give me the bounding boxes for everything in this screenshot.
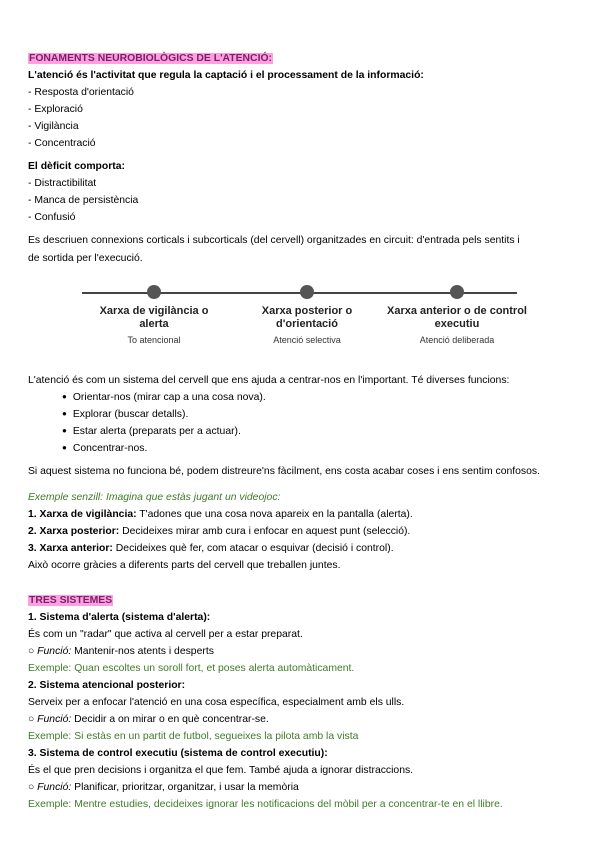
deficit-item: - Confusió bbox=[28, 212, 76, 223]
system-heading: 1. Sistema d'alerta (sistema d'alerta): bbox=[28, 612, 211, 623]
system-function: ○ Funció: Mantenir-nos atents i desperts bbox=[28, 646, 214, 657]
attention-definition: L'atenció és l'activitat que regula la captació i el processament de la informació: bbox=[28, 70, 424, 81]
deficit-item: - Distractibilitat bbox=[28, 178, 97, 189]
document-page bbox=[28, 50, 578, 813]
example-line: 1. Xarxa de vigilància: T'adones que una cosa nova apareix en la pantalla (alerta). bbox=[28, 509, 413, 520]
system-description: És com un "radar" que activa al cervell per a estar preparat. bbox=[28, 629, 303, 640]
explanation-bullets bbox=[28, 389, 578, 457]
example-line: 3. Xarxa anterior: Decideixes què fer, com atacar o esquivar (decisió i control). bbox=[28, 543, 394, 554]
function-item: - Exploració bbox=[28, 104, 83, 115]
system-heading: 2. Sistema atencional posterior: bbox=[28, 680, 186, 691]
function-item: - Resposta d'orientació bbox=[28, 87, 134, 98]
list-item: ● Orientar-nos (mirar cap a una cosa nova). bbox=[28, 389, 578, 406]
deficit-item: - Manca de persistència bbox=[28, 195, 139, 206]
section-title-fonaments: FONAMENTS NEUROBIOLÒGICS DE L'ATENCIÓ: bbox=[29, 53, 272, 64]
system-function: ○ Funció: Planificar, prioritzar, organitzar, i usar la memòria bbox=[28, 782, 299, 793]
system-heading: 3. Sistema de control executiu (sistema de control executiu): bbox=[28, 748, 328, 759]
closing-text: Això ocorre gràcies a diferents parts del cervell que treballen juntes. bbox=[28, 560, 341, 571]
deficit-title: El dèficit comporta: bbox=[28, 161, 125, 172]
network-node-dot bbox=[300, 285, 314, 299]
system-example: Exemple: Quan escoltes un soroll fort, et poses alerta automàticament. bbox=[28, 663, 355, 674]
function-item: - Concentració bbox=[28, 138, 96, 149]
circle-bullet-icon: ○ bbox=[28, 714, 35, 725]
system-function: ○ Funció: Decidir a on mirar o en què concentrar-se. bbox=[28, 714, 269, 725]
node-subtitle-posterior: Atenció selectiva bbox=[273, 335, 341, 345]
system-example: Exemple: Mentre estudies, decideixes ignorar les notificacions del mòbil per a concentrar-te en el llibre. bbox=[28, 799, 503, 810]
node-title-anterior: Xarxa anterior o de control executiu bbox=[387, 305, 527, 330]
network-node-dot bbox=[147, 285, 161, 299]
system-description: És el que pren decisions i organitza el que fem. També ajuda a ignorar distraccions. bbox=[28, 765, 414, 776]
example-intro: Exemple senzill: Imagina que estàs jugant un videojoc: bbox=[28, 492, 281, 503]
explanation-intro: L'atenció és com un sistema del cervell que ens ajuda a centrar-nos en l'important. Té diverses funcions: bbox=[28, 375, 510, 386]
system-description: Serveix per a enfocar l'atenció en una cosa específica, especialment amb els ulls. bbox=[28, 697, 405, 708]
consequence-text: Si aquest sistema no funciona bé, podem distreure'ns fàcilment, ens costa acabar coses i ens sentim confosos. bbox=[28, 466, 540, 477]
attention-networks-diagram bbox=[28, 280, 578, 362]
system-example: Exemple: Si estàs en un partit de futbol, segueixes la pilota amb la vista bbox=[28, 731, 359, 742]
circle-bullet-icon: ○ bbox=[28, 646, 35, 657]
network-node-dot bbox=[450, 285, 464, 299]
node-title-posterior: Xarxa posterior o d'orientació bbox=[261, 305, 353, 330]
list-item: ● Concentrar-nos. bbox=[28, 440, 578, 457]
node-subtitle-vigilancia: To atencional bbox=[127, 335, 181, 345]
node-title-vigilancia: Xarxa de vigilància o alerta bbox=[99, 305, 209, 330]
list-item: ● Explorar (buscar detalls). bbox=[28, 406, 578, 423]
function-item: - Vigilància bbox=[28, 121, 79, 132]
example-line: 2. Xarxa posterior: Decideixes mirar amb cura i enfocar en aquest punt (selecció). bbox=[28, 526, 411, 537]
circle-bullet-icon: ○ bbox=[28, 782, 35, 793]
circuits-paragraph: Es descriuen connexions corticals i subcorticals (del cervell) organitzades en circuit: d'entrada pels sentits i de sortida per l'execució. bbox=[28, 235, 520, 264]
section-title-tres-sistemes: TRES SISTEMES bbox=[29, 595, 113, 606]
node-subtitle-anterior: Atenció deliberada bbox=[419, 335, 495, 345]
list-item: ● Estar alerta (preparats per a actuar). bbox=[28, 423, 578, 440]
